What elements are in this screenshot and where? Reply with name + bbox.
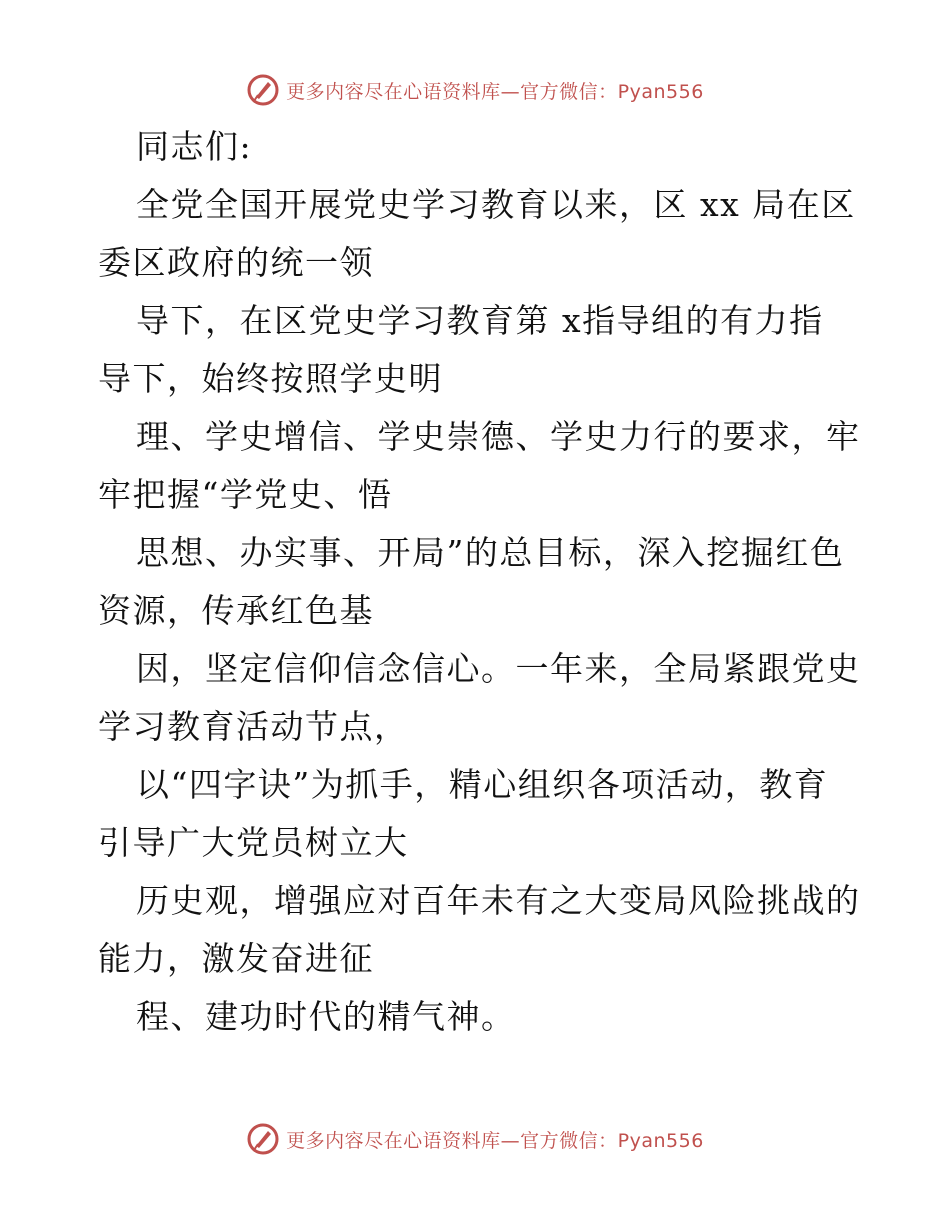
body-line: 能力，激发奋进征 [98,939,374,978]
feather-pen-logo-icon [246,1122,280,1156]
body-line: 程、建功时代的精气神。 [136,997,516,1036]
body-line: 导下，在区党史学习教育第 x指导组的有力指 [136,301,824,340]
body-line: 委区政府的统一领 [98,243,374,282]
footer-banner-text: 更多内容尽在心语资料库—官方微信：Pyan556 [286,1129,704,1152]
body-line: 牢把握“学党史、悟 [98,475,393,514]
body-line: 学习教育活动节点， [98,707,409,746]
header-banner [0,70,950,110]
body-line: 以“四字诀”为抓手，精心组织各项活动，教育 [136,765,829,804]
body-line: 因，坚定信仰信念信心。一年来，全局紧跟党史 [136,649,861,688]
body-line: 引导广大党员树立大 [98,823,409,862]
body-line: 理、学史增信、学史崇德、学史力行的要求，牢 [136,417,861,456]
body-line: 思想、办实事、开局”的总目标，深入挖掘红色 [136,533,845,572]
document-body [98,118,861,1046]
body-line: 资源，传承红色基 [98,591,374,630]
body-line: 全党全国开展党史学习教育以来，区 xx 局在区 [136,185,856,224]
footer-banner [0,1119,950,1159]
body-line: 历史观，增强应对百年未有之大变局风险挑战的 [136,881,861,920]
feather-pen-logo-icon [246,73,280,107]
body-line: 导下，始终按照学史明 [98,359,443,398]
body-line: 同志们: [136,127,253,166]
header-banner-text: 更多内容尽在心语资料库—官方微信：Pyan556 [286,80,704,103]
